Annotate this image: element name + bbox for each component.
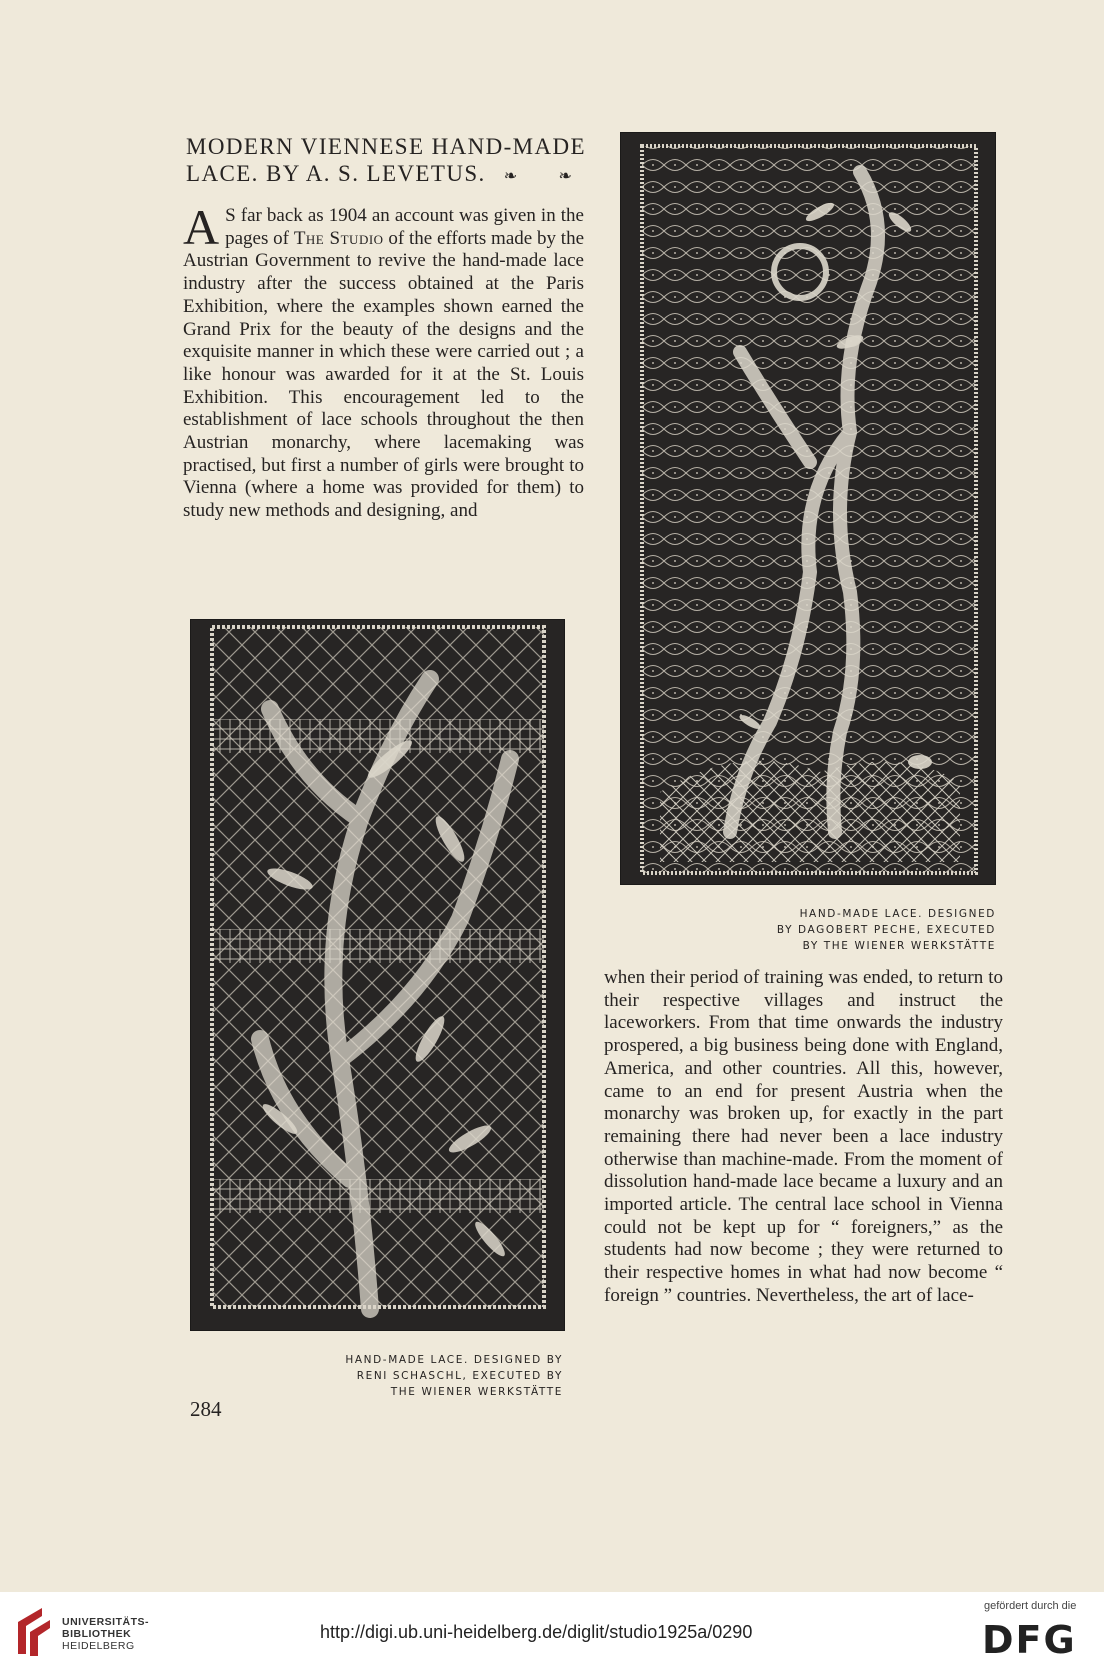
article-body-right-column: when their period of training was ended, to return to their respective villages and instruct the laceworkers. From that time onwards the industry prospered, a big business being done with England, America, and other countries. All this, however, came to an end for present Austria when the monarchy was broken up, for exactly in the part remaining there had never been a lace industry otherwise than machine-made. From the moment of dissolution hand-made lace became a luxury and an imported article. The central lace school in Vienna could not be kept up for “ foreigners,” as the students had now become ; they were returned to their respective homes in what had now become “ foreign ” countries. Nevertheless, the art of lace- (604, 967, 1003, 1306)
page-number: 284 (190, 1397, 222, 1421)
library-name (62, 1616, 149, 1652)
caption-line: BY THE WIENER WERKSTÄTTE (802, 940, 996, 952)
caption-line: RENI SCHASCHL, EXECUTED BY (356, 1370, 563, 1382)
body-text: of the efforts made by the Austrian Government to revive the hand-made lace industry after the success obtained at the Paris Exhibition, where the examples shown earned the Grand Prix for the beauty of the designs and the exquisite manner in which these were carried out ; a like honour was awarded for it at the St. Louis Exhibition. This encouragement led to the establishment of lace schools throughout the then Austrian monarchy, where lacemaking was practised, but first a number of girls were brought to Vienna (where a home was provided for them) to study new methods and designing, and (183, 227, 585, 522)
title-line-1: MODERN VIENNESE HAND-MADE (186, 134, 587, 159)
caption-line: HAND-MADE LACE. DESIGNED (799, 908, 996, 920)
lace-figure-plate-peche (620, 132, 996, 885)
library-name-line: UNIVERSITÄTS- (62, 1616, 150, 1628)
title-line-2: LACE. BY A. S. LEVETUS. (186, 161, 486, 186)
dfg-logo: DFG (982, 1618, 1077, 1662)
lace-tree-plate-schaschl (190, 619, 565, 1331)
journal-name: The Studio (293, 227, 384, 249)
caption-line: BY DAGOBERT PECHE, EXECUTED (776, 924, 996, 936)
drop-cap: A (183, 199, 220, 255)
digitization-footer (0, 1592, 1104, 1676)
university-library-logo-icon (12, 1604, 56, 1660)
leaf-ornament-icon: ❧ (503, 168, 519, 185)
permalink-url[interactable]: http://digi.ub.uni-heidelberg.de/diglit/studio1925a/0290 (320, 1622, 753, 1642)
figure-caption-left (300, 1352, 563, 1400)
funding-note: gefördert durch die (984, 1600, 1077, 1612)
library-name-line: HEIDELBERG (62, 1640, 135, 1652)
leaf-ornament-icon: ❧ (558, 168, 574, 185)
library-name-line: BIBLIOTHEK (62, 1628, 132, 1640)
figure-caption-right (700, 906, 996, 954)
article-body-left-column (183, 199, 585, 523)
body-text: S far back as 1904 an account was given in the pages of (225, 205, 584, 249)
caption-line: HAND-MADE LACE. DESIGNED BY (345, 1354, 563, 1366)
caption-line: THE WIENER WERKSTÄTTE (390, 1386, 563, 1398)
article-title (186, 133, 596, 190)
